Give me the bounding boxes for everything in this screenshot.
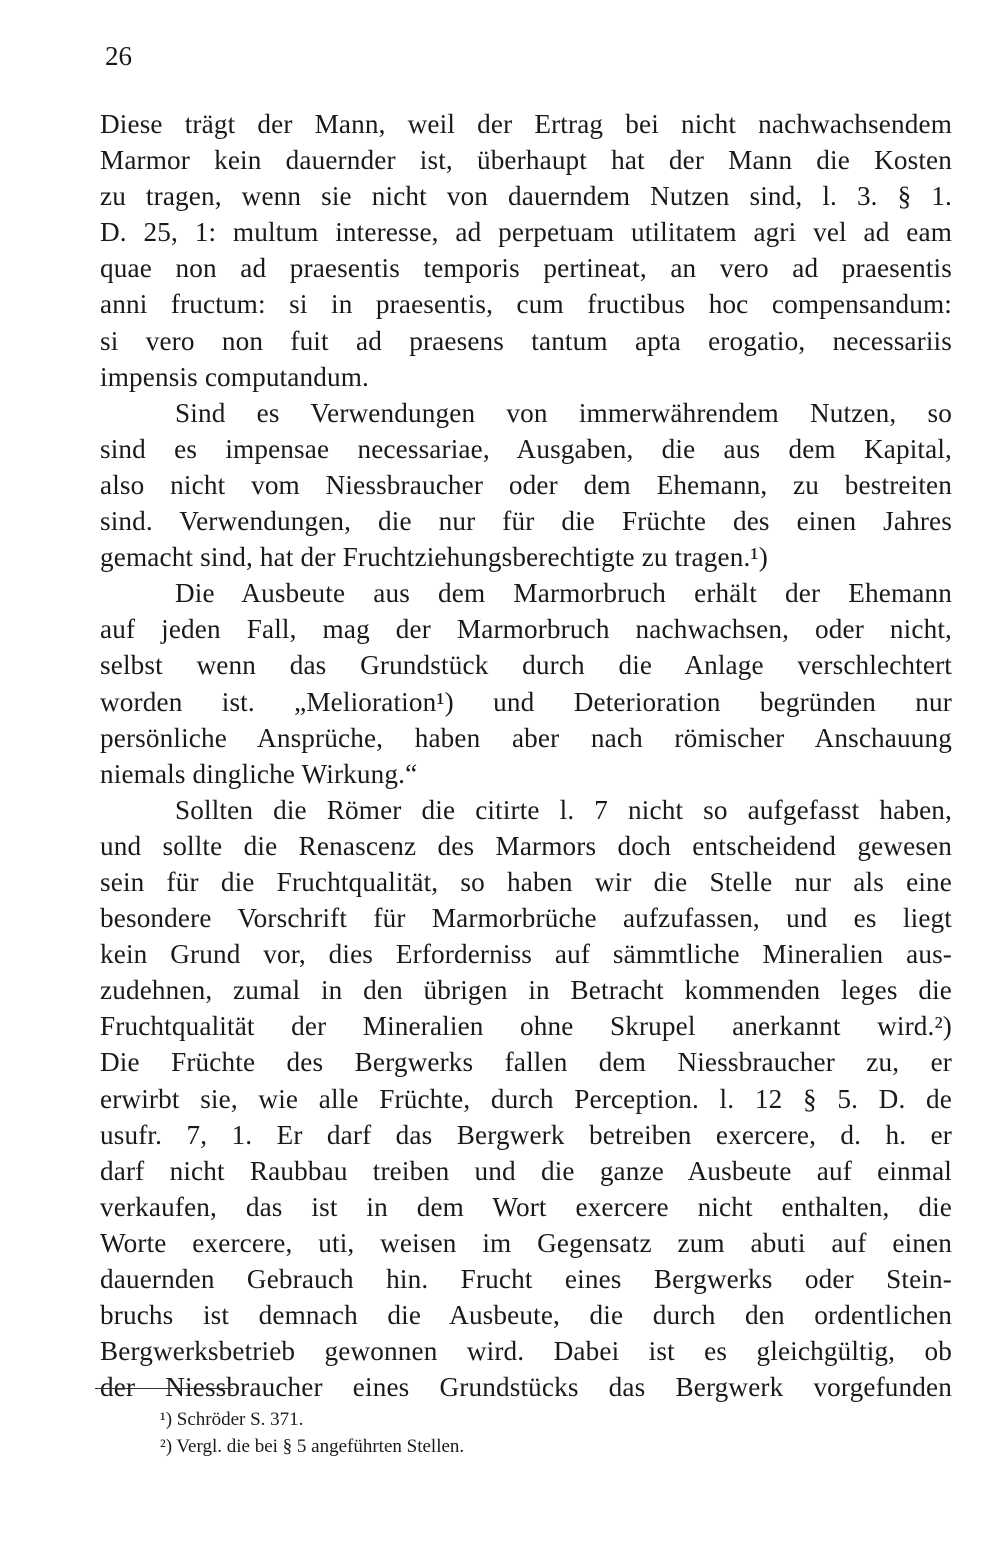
text-line: Marmor kein dauernder ist, überhaupt hat der Mann die Kosten	[100, 145, 952, 176]
text-line: si vero non fuit ad praesens tantum apta erogatio, necessariis	[100, 325, 952, 356]
text-line: zudehnen, zumal in den übrigen in Betracht kommenden leges die	[100, 975, 952, 1006]
text-line: Sollten die Römer die citirte l. 7 nicht so aufgefasst haben,	[175, 794, 952, 825]
footnote: ²) Vergl. die bei § 5 angeführten Stellen.	[160, 1436, 465, 1457]
text-line: und sollte die Renascenz des Marmors doch entscheidend gewesen	[100, 830, 952, 861]
text-line: sind. Verwendungen, die nur für die Früchte des einen Jahres	[100, 506, 952, 537]
text-line: bruchs ist demnach die Ausbeute, die durch den ordentlichen	[100, 1300, 952, 1331]
text-line: Fruchtqualität der Mineralien ohne Skrupel anerkannt wird.²)	[100, 1011, 952, 1042]
text-line: selbst wenn das Grundstück durch die Anlage verschlechtert	[100, 650, 952, 681]
text-line: Die Früchte des Bergwerks fallen dem Niessbraucher zu, er	[100, 1047, 952, 1078]
text-line: usufr. 7, 1. Er darf das Bergwerk betreiben exercere, d. h. er	[100, 1119, 952, 1150]
text-line: Bergwerksbetrieb gewonnen wird. Dabei ist es gleichgültig, ob	[100, 1336, 952, 1367]
text-line: auf jeden Fall, mag der Marmorbruch nachwachsen, oder nicht,	[100, 614, 952, 645]
text-line: D. 25, 1: multum interesse, ad perpetuam utilitatem agri vel ad eam	[100, 217, 952, 248]
text-line: kein Grund vor, dies Erforderniss auf sämmtliche Mineralien aus-	[100, 939, 952, 970]
text-line: verkaufen, das ist in dem Wort exercere nicht enthalten, die	[100, 1191, 952, 1222]
footnotes	[160, 1406, 464, 1460]
text-line: niemals dingliche Wirkung.“	[100, 758, 418, 789]
text-line: Diese trägt der Mann, weil der Ertrag bei nicht nachwachsendem	[100, 109, 952, 139]
text-line: quae non ad praesentis temporis pertineat, an vero ad praesentis	[100, 253, 952, 284]
footnote-divider	[95, 1388, 233, 1389]
text-line: sind es impensae necessariae, Ausgaben, die aus dem Kapital,	[100, 433, 952, 464]
text-line: Worte exercere, uti, weisen im Gegensatz zum abuti auf einen	[100, 1227, 952, 1258]
text-line: dauernden Gebrauch hin. Frucht eines Bergwerks oder Stein-	[100, 1264, 952, 1294]
text-line: worden ist. „Melioration¹) und Deterioration begründen nur	[100, 686, 952, 717]
text-line: anni fructum: si in praesentis, cum fructibus hoc compensandum:	[100, 289, 952, 320]
text-line: erwirbt sie, wie alle Früchte, durch Perception. l. 12 § 5. D. de	[100, 1083, 952, 1114]
text-line: der Niessbraucher eines Grundstücks das Bergwerk vorgefunden	[100, 1372, 952, 1403]
page-number: 26	[105, 41, 132, 71]
text-line: also nicht vom Niessbraucher oder dem Ehemann, zu bestreiten	[100, 469, 952, 500]
body-text	[100, 106, 952, 1405]
text-line: besondere Vorschrift für Marmorbrüche aufzufassen, und es liegt	[100, 903, 952, 934]
text-line: gemacht sind, hat der Fruchtziehungsberechtigte zu tragen.¹)	[100, 542, 768, 573]
text-line: zu tragen, wenn sie nicht von dauerndem Nutzen sind, l. 3. § 1.	[100, 181, 952, 212]
text-line: Die Ausbeute aus dem Marmorbruch erhält der Ehemann	[175, 578, 952, 609]
text-line: sein für die Fruchtqualität, so haben wir die Stelle nur als eine	[100, 866, 952, 897]
text-line: persönliche Ansprüche, haben aber nach römischer Anschauung	[100, 722, 952, 753]
footnote: ¹) Schröder S. 371.	[160, 1409, 304, 1430]
text-line: impensis computandum.	[100, 361, 369, 392]
text-line: darf nicht Raubbau treiben und die ganze Ausbeute auf einmal	[100, 1155, 952, 1186]
text-line: Sind es Verwendungen von immerwährendem Nutzen, so	[175, 397, 952, 428]
